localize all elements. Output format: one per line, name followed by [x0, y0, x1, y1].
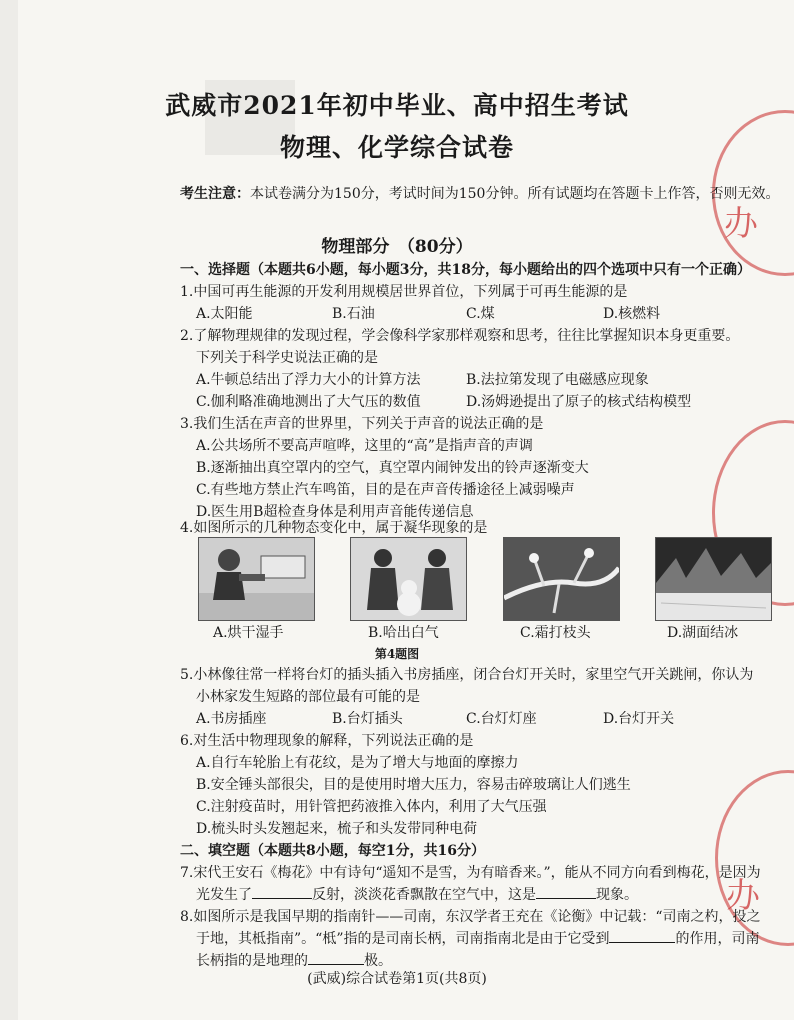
q7-text-b: 反射，淡淡花香飘散在空气中，这是: [312, 887, 536, 903]
q2-option-a: A.牛顿总结出了浮力大小的计算方法: [196, 372, 421, 388]
q1-option-b: B.石油: [332, 306, 375, 322]
q6-option-c: C.注射疫苗时，用针管把药液推入体内，利用了大气压强: [196, 799, 547, 815]
q4-photo-frost-branch: [503, 537, 620, 621]
q4-photo-breath-mist: [350, 537, 467, 621]
q3-option-a: A.公共场所不要高声喧哗，这里的“高”是指声音的声调: [196, 438, 533, 454]
q8-text-b: 的作用，司南: [675, 931, 760, 947]
q8-stem-cont: [196, 928, 759, 948]
q3-option-c: C.有些地方禁止汽车鸣笛，目的是在声音传播途径上减弱噪声: [196, 482, 575, 498]
q5-stem: 5.小林像往常一样将台灯的插头插入书房插座，闭合台灯开关时，家里空气开关跳闸，你认为: [180, 667, 754, 683]
q1-option-c: C.煤: [466, 306, 495, 322]
q7-stem: 7.宋代王安石《梅花》中有诗句“遥知不是雪，为有暗香来。”，能从不同方向看到梅花，是因为: [180, 865, 761, 881]
q7-blank-1: [252, 884, 312, 899]
q4-caption-d: D.湖面结冰: [667, 625, 739, 641]
exam-subtitle: 物理、化学综合试卷: [279, 133, 514, 162]
exam-title: 武威市2021年初中毕业、高中招生考试: [165, 91, 629, 120]
q4-stem: 4.如图所示的几种物态变化中，属于凝华现象的是: [180, 520, 488, 536]
section-title: 物理部分 （80分）: [321, 237, 473, 257]
q2-stem: 2.了解物理规律的发现过程，学会像科学家那样观察和思考，往往比掌握知识本身更重要。: [180, 328, 740, 344]
q3-option-b: B.逐渐抽出真空罩内的空气，真空罩内闹钟发出的铃声逐渐变大: [196, 460, 589, 476]
q8-text-c: 长柄指的是地理的: [196, 953, 308, 969]
page-footer: (武威)综合试卷第1页(共8页): [307, 971, 487, 987]
q8-text-d: 极。: [364, 953, 392, 969]
q6-option-d: D.梳头时头发翘起来，梳子和头发带同种电荷: [196, 821, 478, 837]
q8-text-a: 于地，其柢指南”。“柢”指的是司南长柄，司南指南北是由于它受到: [196, 931, 610, 947]
q5-stem-cont: 小林家发生短路的部位最有可能的是: [196, 689, 420, 705]
q2-option-b: B.法拉第发现了电磁感应现象: [466, 372, 649, 388]
q8-blank-1: [609, 928, 675, 943]
q4-caption-a: A.烘干湿手: [213, 625, 284, 641]
q5-option-d: D.台灯开关: [603, 711, 675, 727]
q8-stem-cont2: [196, 950, 392, 970]
part1-header: 一、选择题（本题共6小题，每小题3分，共18分，每小题给出的四个选项中只有一个正确）: [180, 262, 751, 278]
q1-option-a: A.太阳能: [196, 306, 253, 322]
q4-figure-caption: 第4题图: [374, 647, 420, 661]
q6-option-a: A.自行车轮胎上有花纹，是为了增大与地面的摩擦力: [196, 755, 519, 771]
stamp-text: 办: [726, 876, 760, 916]
q6-stem: 6.对生活中物理现象的解释，下列说法正确的是: [180, 733, 474, 749]
notice-text: 本试卷满分为150分，考试时间为150分钟。所有试题均在答题卡上作答，否则无效。: [250, 186, 780, 202]
q8-stem: 8.如图所示是我国早期的指南针——司南，东汉学者王充在《论衡》中记载：“司南之杓，投之: [180, 909, 761, 925]
q5-option-a: A.书房插座: [196, 711, 267, 727]
q2-option-c: C.伽利略准确地测出了大气压的数值: [196, 394, 421, 410]
q7-text-c: 现象。: [596, 887, 638, 903]
notice-label: 考生注意：: [180, 186, 250, 202]
q4-photo-drying-hands: [198, 537, 315, 621]
q3-stem: 3.我们生活在声音的世界里，下列关于声音的说法正确的是: [180, 416, 544, 432]
q4-caption-c: C.霜打枝头: [520, 625, 591, 641]
q7-text-a: 光发生了: [196, 887, 252, 903]
q7-blank-2: [536, 884, 596, 899]
q5-option-c: C.台灯灯座: [466, 711, 537, 727]
part2-header: 二、填空题（本题共8小题，每空1分，共16分）: [180, 843, 485, 859]
q2-option-d: D.汤姆逊提出了原子的核式结构模型: [466, 394, 692, 410]
q6-option-b: B.安全锤头部很尖，目的是使用时增大压力，容易击碎玻璃让人们逃生: [196, 777, 631, 793]
q5-option-b: B.台灯插头: [332, 711, 403, 727]
q4-photo-frozen-lake: [655, 537, 772, 621]
q2-stem-cont: 下列关于科学史说法正确的是: [196, 350, 378, 366]
q7-stem-cont: [196, 884, 638, 904]
q1-option-d: D.核燃料: [603, 306, 661, 322]
q4-caption-b: B.哈出白气: [368, 625, 439, 641]
q8-blank-2: [308, 950, 364, 965]
q3-option-d: D.医生用B超检查身体是利用声音能传递信息: [196, 504, 474, 520]
stamp-text: 办: [724, 204, 758, 244]
q1-stem: 1.中国可再生能源的开发利用规模居世界首位，下列属于可再生能源的是: [180, 284, 628, 300]
exam-notice: [180, 183, 780, 203]
